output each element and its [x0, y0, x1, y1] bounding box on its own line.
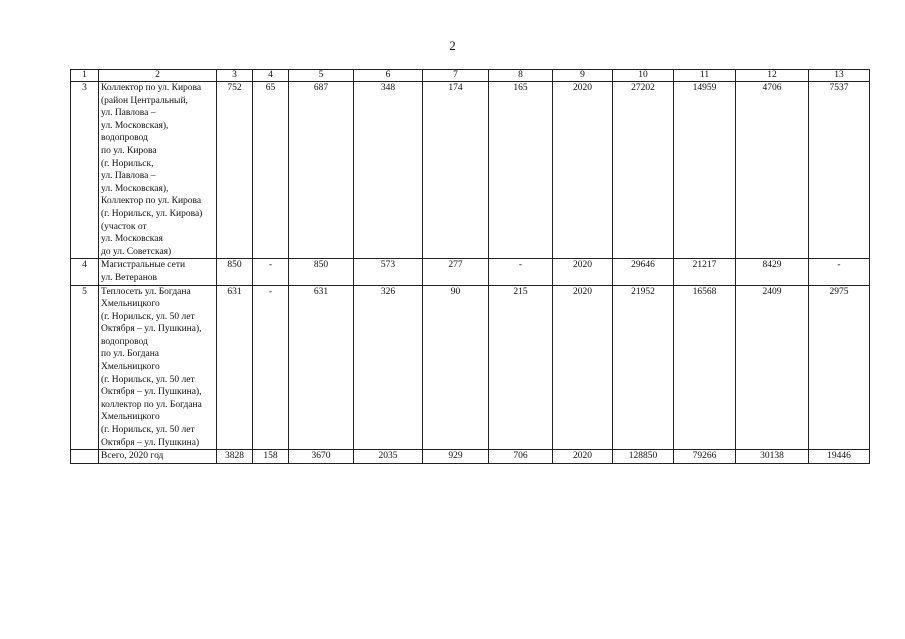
total-label: Всего, 2020 год [99, 450, 217, 464]
value-cell: 21217 [674, 259, 736, 285]
total-value: 128850 [613, 450, 674, 464]
object-name-line: до ул. Советская) [101, 246, 172, 257]
col-header: 7 [423, 70, 489, 82]
table-row [71, 82, 870, 259]
object-name-line: (г. Норильск, [101, 158, 154, 169]
total-value: 3670 [289, 450, 354, 464]
value-cell: 2020 [553, 82, 613, 259]
object-name-line: (г. Норильск, ул. 50 лет [101, 425, 195, 436]
object-name-line: ул. Ветеранов [101, 272, 158, 283]
object-name-line: (участок от [101, 221, 147, 232]
total-value: 3828 [217, 450, 253, 464]
total-value: 79266 [674, 450, 736, 464]
value-cell: 4706 [736, 82, 809, 259]
value-cell: 573 [354, 259, 423, 285]
row-number: 5 [71, 285, 99, 450]
object-name-line: (г. Норильск, ул. 50 лет [101, 311, 195, 322]
value-cell: - [489, 259, 553, 285]
value-cell: 277 [423, 259, 489, 285]
total-value: 19446 [809, 450, 870, 464]
object-name-line: (район Центральный, [101, 95, 188, 106]
col-header: 3 [217, 70, 253, 82]
value-cell: - [253, 285, 289, 450]
total-value: 706 [489, 450, 553, 464]
object-name-line: по ул. Кирова [101, 145, 157, 156]
total-value: 158 [253, 450, 289, 464]
object-name-line: Коллектор по ул. Кирова [101, 196, 202, 207]
object-name-line: коллектор по ул. Богдана [101, 399, 202, 410]
col-header: 12 [736, 70, 809, 82]
value-cell: 631 [289, 285, 354, 450]
value-cell: - [253, 259, 289, 285]
object-name [99, 82, 217, 259]
object-name-line: водопровод [101, 336, 148, 347]
object-name-line: Октября – ул. Пушкина), [101, 324, 202, 335]
value-cell: 90 [423, 285, 489, 450]
object-name [99, 259, 217, 285]
total-number [71, 450, 99, 464]
col-header: 4 [253, 70, 289, 82]
table-body [71, 82, 870, 464]
value-cell: 14959 [674, 82, 736, 259]
col-header: 13 [809, 70, 870, 82]
col-header: 2 [99, 70, 217, 82]
value-cell: 326 [354, 285, 423, 450]
col-header: 6 [354, 70, 423, 82]
col-header: 9 [553, 70, 613, 82]
row-number: 4 [71, 259, 99, 285]
object-name-line: (г. Норильск, ул. 50 лет [101, 374, 195, 385]
value-cell: 27202 [613, 82, 674, 259]
value-cell: 850 [217, 259, 253, 285]
object-name-line: ул. Московская), [101, 120, 169, 131]
object-name-line: Октября – ул. Пушкина), [101, 387, 202, 398]
value-cell: 2020 [553, 285, 613, 450]
object-name-line: Октября – ул. Пушкина) [101, 437, 200, 448]
col-header: 11 [674, 70, 736, 82]
page-number: 2 [449, 38, 456, 53]
value-cell: 631 [217, 285, 253, 450]
total-value: 30138 [736, 450, 809, 464]
value-cell: 21952 [613, 285, 674, 450]
total-value: 929 [423, 450, 489, 464]
col-header: 5 [289, 70, 354, 82]
object-name-line: по ул. Богдана [101, 349, 160, 360]
object-name-line: ул. Павлова – [101, 108, 156, 119]
col-header: 8 [489, 70, 553, 82]
object-name-line: (г. Норильск, ул. Кирова) [101, 208, 203, 219]
value-cell: 687 [289, 82, 354, 259]
object-name-line: Хмельницкого [101, 299, 160, 310]
table-row [71, 259, 870, 285]
total-value: 2035 [354, 450, 423, 464]
object-name [99, 285, 217, 450]
row-number: 3 [71, 82, 99, 259]
data-table [70, 69, 870, 464]
object-name-line: ул. Павлова – [101, 171, 156, 182]
object-name-line: Магистральные сети [101, 260, 186, 271]
object-name-line: ул. Московская [101, 234, 163, 245]
value-cell: 850 [289, 259, 354, 285]
object-name-line: Хмельницкого [101, 412, 160, 423]
total-row [71, 450, 870, 464]
value-cell: 348 [354, 82, 423, 259]
value-cell: 2409 [736, 285, 809, 450]
value-cell: 29646 [613, 259, 674, 285]
object-name-line: Теплосеть ул. Богдана [101, 286, 191, 297]
value-cell: 65 [253, 82, 289, 259]
value-cell: 16568 [674, 285, 736, 450]
value-cell: 2975 [809, 285, 870, 450]
value-cell: 165 [489, 82, 553, 259]
header-row [71, 70, 870, 82]
object-name-line: ул. Московская), [101, 183, 169, 194]
col-header: 10 [613, 70, 674, 82]
table-row [71, 285, 870, 450]
value-cell: 215 [489, 285, 553, 450]
object-name-line: Хмельницкого [101, 362, 160, 373]
total-value: 2020 [553, 450, 613, 464]
col-header: 1 [71, 70, 99, 82]
value-cell: 174 [423, 82, 489, 259]
object-name-line: водопровод [101, 133, 148, 144]
value-cell: 2020 [553, 259, 613, 285]
value-cell: 8429 [736, 259, 809, 285]
value-cell: 7537 [809, 82, 870, 259]
value-cell: - [809, 259, 870, 285]
object-name-line: Коллектор по ул. Кирова [101, 83, 202, 93]
value-cell: 752 [217, 82, 253, 259]
